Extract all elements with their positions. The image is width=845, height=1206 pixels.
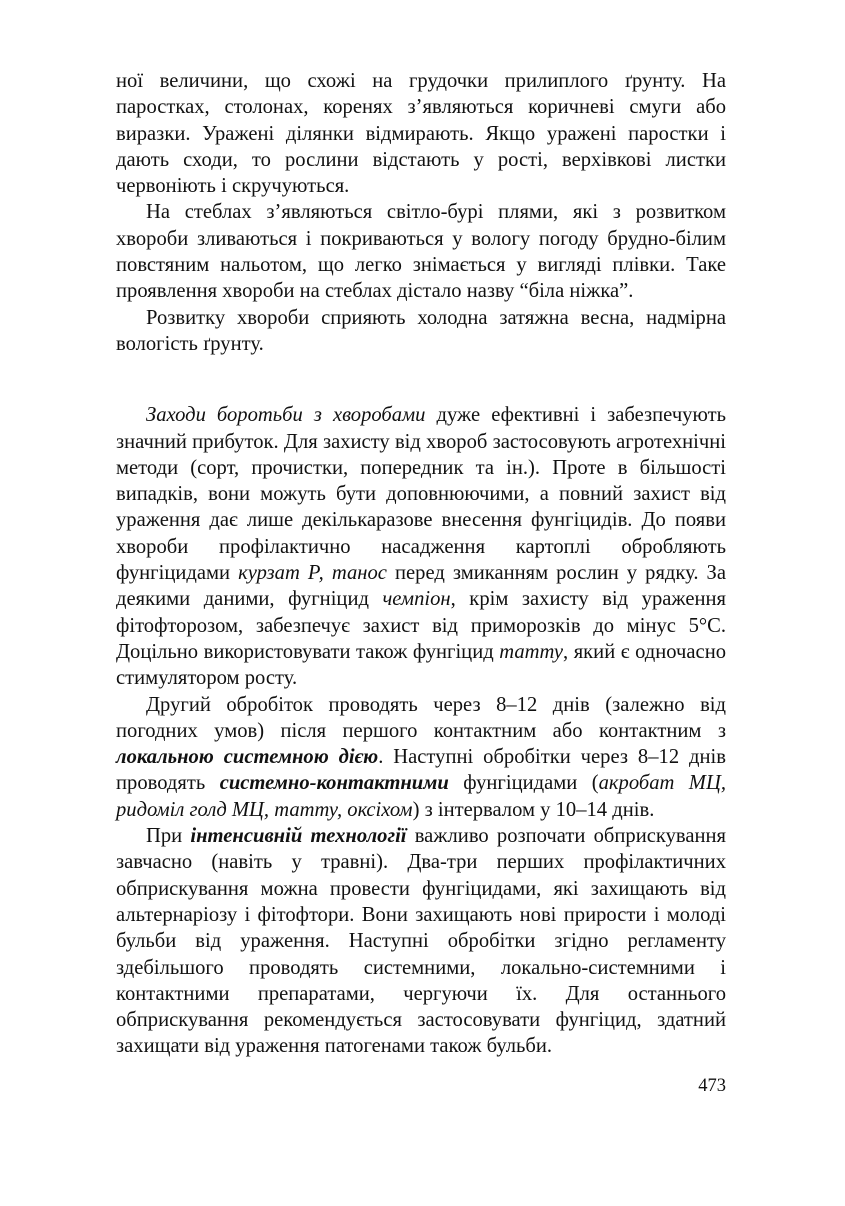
paragraph-conditions: Розвитку хвороби сприяють холодна затяжна весна, надмірна вологість ґрунту.	[116, 306, 726, 355]
page-number: 473	[698, 1076, 726, 1096]
emphasis-term: локальною системною дією	[116, 746, 379, 769]
paragraph-intensive-technology: При інтенсивній технології важливо розпочати обприскування завчасно (навіть у травні). Два-три перших профілактичних обприскування можна провести фунгіцидами, які захищають від альтернаріозу і фітофтори. Вони захищають нові прирости і молоді бульби від ураження. Наступні обробітки згідно регламенту здебільшого проводять системними, локально-системними і контактними препаратами, чергуючи їх. Для останнього обприскування рекомендується застосовувати фунгіцид, здатний захищати від ураження патогенами також бульби.	[116, 825, 726, 1058]
paragraph-continuation: ної величини, що схожі на грудочки прилиплого ґрунту. На паростках, столонах, коренях з’являються коричневі смуги або виразки. Уражені ділянки відмирають. Якщо уражені паростки і дають сходи, то рослини відстають у рості, верхівкові листки червоніють і скручуються.	[116, 70, 726, 198]
fungicide-names: акробат МЦ, ридоміл голд МЦ, татту, оксіхом	[116, 772, 726, 821]
paragraph-control-measures: Заходи боротьби з хворобами дуже ефективні і забезпечують значний прибуток. Для захисту від хвороб застосовують агротехнічні методи (сорт, прочистки, попередник та ін.). Проте в більшості випадків, вони можуть бути доповнюючими, а повний захист від ураження дає лише декількаразове внесення фунгіцидів. До появи хвороби профілактично насадження картоплі обробляють фунгіцидами курзат Р, танос перед змиканням рослин у рядку. За деякими даними, фугніцид чемпіон, крім захисту від ураження фітофторозом, забезпечує захист від приморозків до мінус 5°С. Доцільно використовувати також фунгіцид татту, який є одночасно стимулятором росту.	[116, 404, 727, 690]
emphasis-term: інтенсивній технології	[190, 825, 407, 848]
fungicide-names: курзат Р, танос	[238, 562, 387, 585]
paragraph-white-leg: На стеблах з’являються світло-бурі плями, які з розвитком хвороби зливаються і покриваються у вологу погоду брудно-білим повстяним нальотом, що легко знімається у вигляді плівки. Таке проявлення хвороби на стеблах дістало назву “біла ніжка”.	[116, 201, 726, 303]
page-body	[116, 68, 726, 1060]
control-measures-heading: Заходи боротьби з хворобами	[146, 404, 426, 427]
fungicide-name: татту	[499, 640, 564, 663]
fungicide-name: чемпіон	[382, 588, 451, 611]
paragraph-second-treatment: Другий обробіток проводять через 8–12 днів (залежно від погодних умов) після першого контактним або контактним з локальною системною дією. Наступні обробітки через 8–12 днів проводять системно-контактними фунгіцидами (акробат МЦ, ридоміл голд МЦ, татту, оксіхом) з інтервалом у 10–14 днів.	[116, 693, 726, 821]
emphasis-term: системно-контактними	[219, 772, 449, 795]
